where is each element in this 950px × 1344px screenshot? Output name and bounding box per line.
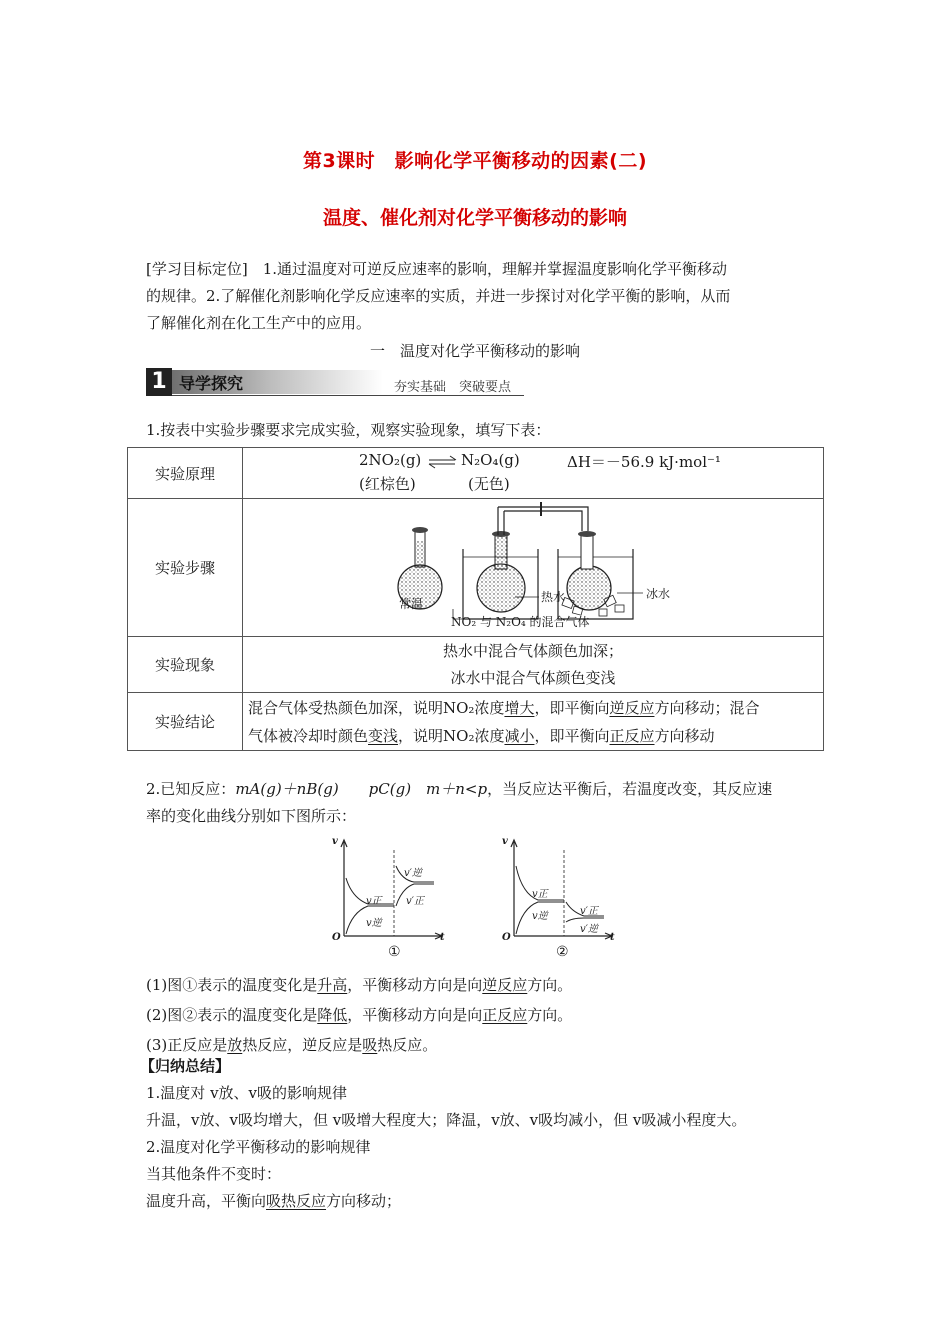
answer-2: (2)图②表示的温度变化是降低，平衡移动方向是向正反应方向。 (146, 1006, 573, 1024)
section-number: 1 (146, 368, 172, 396)
conclusion-text: ，说明NO₂浓度 (398, 726, 505, 745)
conclusion-label: 实验结论 (128, 693, 243, 751)
answer-blank: 正反应 (609, 726, 655, 745)
conclusion-text: 混合气体受热颜色加深，说明NO₂浓度 (248, 698, 505, 717)
answer-3: (3)正反应是放热反应，逆反应是吸热反应。 (146, 1036, 438, 1054)
table-row (128, 448, 824, 499)
steps-label: 实验步骤 (128, 499, 243, 637)
summary-s1-body: 升温，v放、v吸均增大，但 v吸增大程度大；降温，v放、v吸均减小，但 v吸减小程度大。 (146, 1111, 747, 1129)
v-reverse-label: v逆 (532, 911, 548, 922)
principle-cell (243, 448, 824, 499)
section-title: 导学探究 (179, 374, 244, 393)
conclusion-text: 气体被冷却时颜色 (248, 726, 369, 745)
answer-blank: 逆反应 (609, 698, 655, 717)
v-axis-label: v (502, 836, 508, 847)
summary-s1-title: 1.温度对 v放、v吸的影响规律 (146, 1084, 348, 1102)
equilibrium-arrow-icon (427, 455, 459, 469)
graph-caption: ① (388, 944, 401, 960)
v-reverse-new-label: v′逆 (580, 924, 598, 935)
q2-text: 2.已知反应： (146, 780, 236, 798)
q2-text: 率的变化曲线分别如下图所示： (146, 807, 357, 825)
conclusion-text: ，即平衡向 (534, 698, 610, 717)
label-gas: NO₂ 与 N₂O₄ 的混合气体 (451, 615, 590, 629)
color-left: (红棕色) (359, 475, 416, 493)
v-forward-new-label: v′正 (406, 896, 424, 907)
objectives-line2: 的规律。2.了解催化剂影响化学反应速率的实质，并进一步探讨对化学平衡的影响，从而 (146, 287, 731, 305)
beaker-ice-icon (558, 531, 633, 619)
summary (140, 1053, 826, 1215)
table-row (128, 693, 824, 751)
v-reverse-new-label: v′逆 (404, 868, 422, 879)
page-subtitle: 温度、催化剂对化学平衡移动的影响 (322, 207, 627, 229)
conclusion-text: 方向移动 (654, 726, 715, 745)
q2-intro (146, 776, 826, 830)
beaker-hot-icon (463, 507, 538, 619)
table-row (128, 499, 824, 637)
objectives-label: [学习目标定位] (146, 260, 248, 278)
answer-blank: 增大 (504, 698, 535, 717)
v-forward-new-label: v′正 (580, 906, 598, 917)
v-reverse-label: v逆 (366, 918, 382, 929)
objectives-line3: 了解催化剂在化工生产中的应用。 (146, 314, 372, 332)
page-title: 第3课时 影响化学平衡移动的因素(二) (302, 150, 648, 172)
v-forward-label: v正 (366, 896, 382, 907)
color-right: (无色) (468, 475, 510, 493)
eq-left: 2NO₂(g) (359, 451, 422, 469)
v-axis-label: v (332, 836, 338, 847)
section-header (146, 368, 524, 396)
answer-1: (1)图①表示的温度变化是升高，平衡移动方向是向逆反应方向。 (146, 976, 573, 994)
section-underline (172, 395, 524, 396)
q2-reaction: mA(g)＋nB(g) pC(g) m＋n<p (235, 780, 488, 798)
phenomena-label: 实验现象 (128, 637, 243, 693)
summary-heading: 【归纳总结】 (140, 1057, 231, 1075)
graph-caption: ② (556, 944, 569, 960)
answer-blank: 减小 (504, 726, 535, 745)
section-subtitle: 夯实基础 突破要点 (394, 380, 512, 395)
answer-blank: 变浅 (368, 726, 399, 745)
t-axis-label: t (440, 932, 445, 943)
label-hot: 热水 (541, 590, 566, 604)
rate-graph-1 (330, 836, 450, 964)
q1-intro: 1.按表中实验步骤要求完成实验，观察实验现象，填写下表： (146, 421, 551, 439)
objectives-line1: 1.通过温度对可逆反应速率的影响，理解并掌握温度影响化学平衡移动 (262, 260, 728, 278)
origin-label: O (502, 932, 511, 943)
summary-s2-line1: 当其他条件不变时： (146, 1165, 282, 1183)
conclusion-text: 方向移动；混合 (654, 698, 760, 717)
objectives (146, 256, 826, 337)
label-normal: 常温 (399, 597, 424, 611)
summary-s2-line2: 温度升高，平衡向吸热反应方向移动； (146, 1192, 402, 1210)
conclusion-text: ，即平衡向 (534, 726, 610, 745)
phenomena-line1: 热水中混合气体颜色加深； (442, 641, 623, 660)
steps-cell (243, 499, 824, 637)
q2-text: ，当反应达平衡后，若温度改变，其反应速 (487, 780, 773, 798)
conclusion-cell (243, 693, 824, 751)
principle-label: 实验原理 (128, 448, 243, 499)
phenomena-line2: 冰水中混合气体颜色变浅 (450, 668, 616, 687)
table-row (128, 637, 824, 693)
phenomena-cell (243, 637, 824, 693)
q2-answers (146, 970, 826, 1060)
origin-label: O (332, 932, 341, 943)
v-forward-label: v正 (532, 889, 548, 900)
rate-graph-2 (500, 836, 620, 964)
eq-right: N₂O₄(g) (461, 451, 520, 469)
enthalpy: ΔH＝－56.9 kJ·mol⁻¹ (567, 453, 721, 471)
experiment-table (127, 447, 824, 751)
part-title: 一 温度对化学平衡移动的影响 (369, 342, 580, 360)
t-axis-label: t (610, 932, 615, 943)
summary-s2-title: 2.温度对化学平衡移动的影响规律 (146, 1138, 371, 1156)
label-ice: 冰水 (646, 587, 671, 601)
